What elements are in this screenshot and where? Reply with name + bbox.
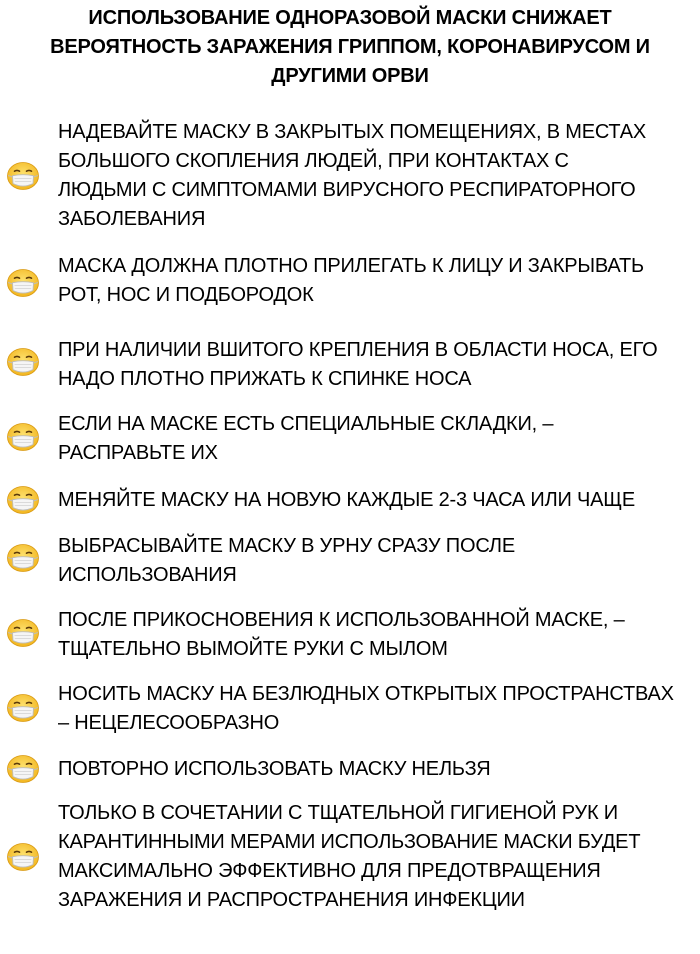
list-item-line: ИСПОЛЬЗОВАНИЯ (58, 564, 237, 586)
list-item (0, 336, 700, 394)
list-item-line: НАДО ПЛОТНО ПРИЖАТЬ К СПИНКЕ НОСА (58, 368, 472, 390)
list-item (0, 532, 700, 590)
list-item-line: БОЛЬШОГО СКОПЛЕНИЯ ЛЮДЕЙ, ПРИ КОНТАКТАХ С (58, 150, 569, 172)
face-with-medical-mask-icon (6, 693, 40, 723)
face-with-medical-mask-icon (6, 618, 40, 648)
list-item-line: ВЫБРАСЫВАЙТЕ МАСКУ В УРНУ СРАЗУ ПОСЛЕ (58, 535, 515, 557)
face-with-medical-mask-icon (6, 543, 40, 573)
list-item (0, 252, 700, 310)
list-item-line: ТЩАТЕЛЬНО ВЫМОЙТЕ РУКИ С МЫЛОМ (58, 638, 448, 660)
list-item-text (58, 118, 698, 234)
list-item-line: ПРИ НАЛИЧИИ ВШИТОГО КРЕПЛЕНИЯ В ОБЛАСТИ НОСА, ЕГО (58, 339, 658, 361)
face-with-medical-mask-icon (6, 268, 40, 298)
list-item-line: НОСИТЬ МАСКУ НА БЕЗЛЮДНЫХ ОТКРЫТЫХ ПРОСТРАНСТВАХ (58, 683, 674, 705)
list-item-line: ПОВТОРНО ИСПОЛЬЗОВАТЬ МАСКУ НЕЛЬЗЯ (58, 758, 491, 780)
list-item (0, 755, 700, 784)
list-item-line: ЛЮДЬМИ С СИМПТОМАМИ ВИРУСНОГО РЕСПИРАТОРНОГО (58, 179, 636, 201)
face-with-medical-mask-icon (6, 485, 40, 515)
list-item-line: ТОЛЬКО В СОЧЕТАНИИ С ТЩАТЕЛЬНОЙ ГИГИЕНОЙ РУК И (58, 802, 618, 824)
face-with-medical-mask-icon (6, 161, 40, 191)
list-item-line: НАДЕВАЙТЕ МАСКУ В ЗАКРЫТЫХ ПОМЕЩЕНИЯХ, В МЕСТАХ (58, 121, 647, 143)
list-item-line: КАРАНТИННЫМИ МЕРАМИ ИСПОЛЬЗОВАНИЕ МАСКИ БУДЕТ (58, 831, 641, 853)
list-item (0, 486, 700, 515)
list-item-text (58, 336, 698, 394)
list-item-line: ПОСЛЕ ПРИКОСНОВЕНИЯ К ИСПОЛЬЗОВАННОЙ МАСКЕ, – (58, 609, 625, 631)
list-item-line: ЕСЛИ НА МАСКЕ ЕСТЬ СПЕЦИАЛЬНЫЕ СКЛАДКИ, – (58, 413, 554, 435)
list-item-line: МАКСИМАЛЬНО ЭФФЕКТИВНО ДЛЯ ПРЕДОТВРАЩЕНИЯ (58, 860, 601, 882)
list-item-text (58, 486, 698, 515)
list-item-line: РОТ, НОС И ПОДБОРОДОК (58, 284, 314, 306)
list-item-text (58, 606, 698, 664)
list-item (0, 606, 700, 664)
list-item-line: ЗАРАЖЕНИЯ И РАСПРОСТРАНЕНИЯ ИНФЕКЦИИ (58, 889, 525, 911)
face-with-medical-mask-icon (6, 347, 40, 377)
list-item-line: ЗАБОЛЕВАНИЯ (58, 208, 206, 230)
list-item-text (58, 680, 698, 738)
list-item (0, 680, 700, 738)
page-title (0, 4, 700, 91)
list-item-text (58, 410, 698, 468)
list-item (0, 118, 700, 234)
list-item (0, 799, 700, 915)
face-with-medical-mask-icon (6, 842, 40, 872)
list-item-text (58, 252, 698, 310)
face-with-medical-mask-icon (6, 422, 40, 452)
face-with-medical-mask-icon (6, 754, 40, 784)
list-item-text (58, 799, 698, 915)
title-line: ВЕРОЯТНОСТЬ ЗАРАЖЕНИЯ ГРИППОМ, КОРОНАВИРУСОМ И (50, 36, 650, 58)
list-item-line: РАСПРАВЬТЕ ИХ (58, 442, 218, 464)
list-item (0, 410, 700, 468)
title-line: ДРУГИМИ ОРВИ (271, 65, 429, 87)
list-item-text (58, 755, 698, 784)
list-item-line: МАСКА ДОЛЖНА ПЛОТНО ПРИЛЕГАТЬ К ЛИЦУ И ЗАКРЫВАТЬ (58, 255, 644, 277)
list-item-line: – НЕЦЕЛЕСООБРАЗНО (58, 712, 280, 734)
title-line: ИСПОЛЬЗОВАНИЕ ОДНОРАЗОВОЙ МАСКИ СНИЖАЕТ (88, 7, 612, 29)
list-item-line: МЕНЯЙТЕ МАСКУ НА НОВУЮ КАЖДЫЕ 2-3 ЧАСА ИЛИ ЧАЩЕ (58, 489, 635, 511)
list-item-text (58, 532, 698, 590)
